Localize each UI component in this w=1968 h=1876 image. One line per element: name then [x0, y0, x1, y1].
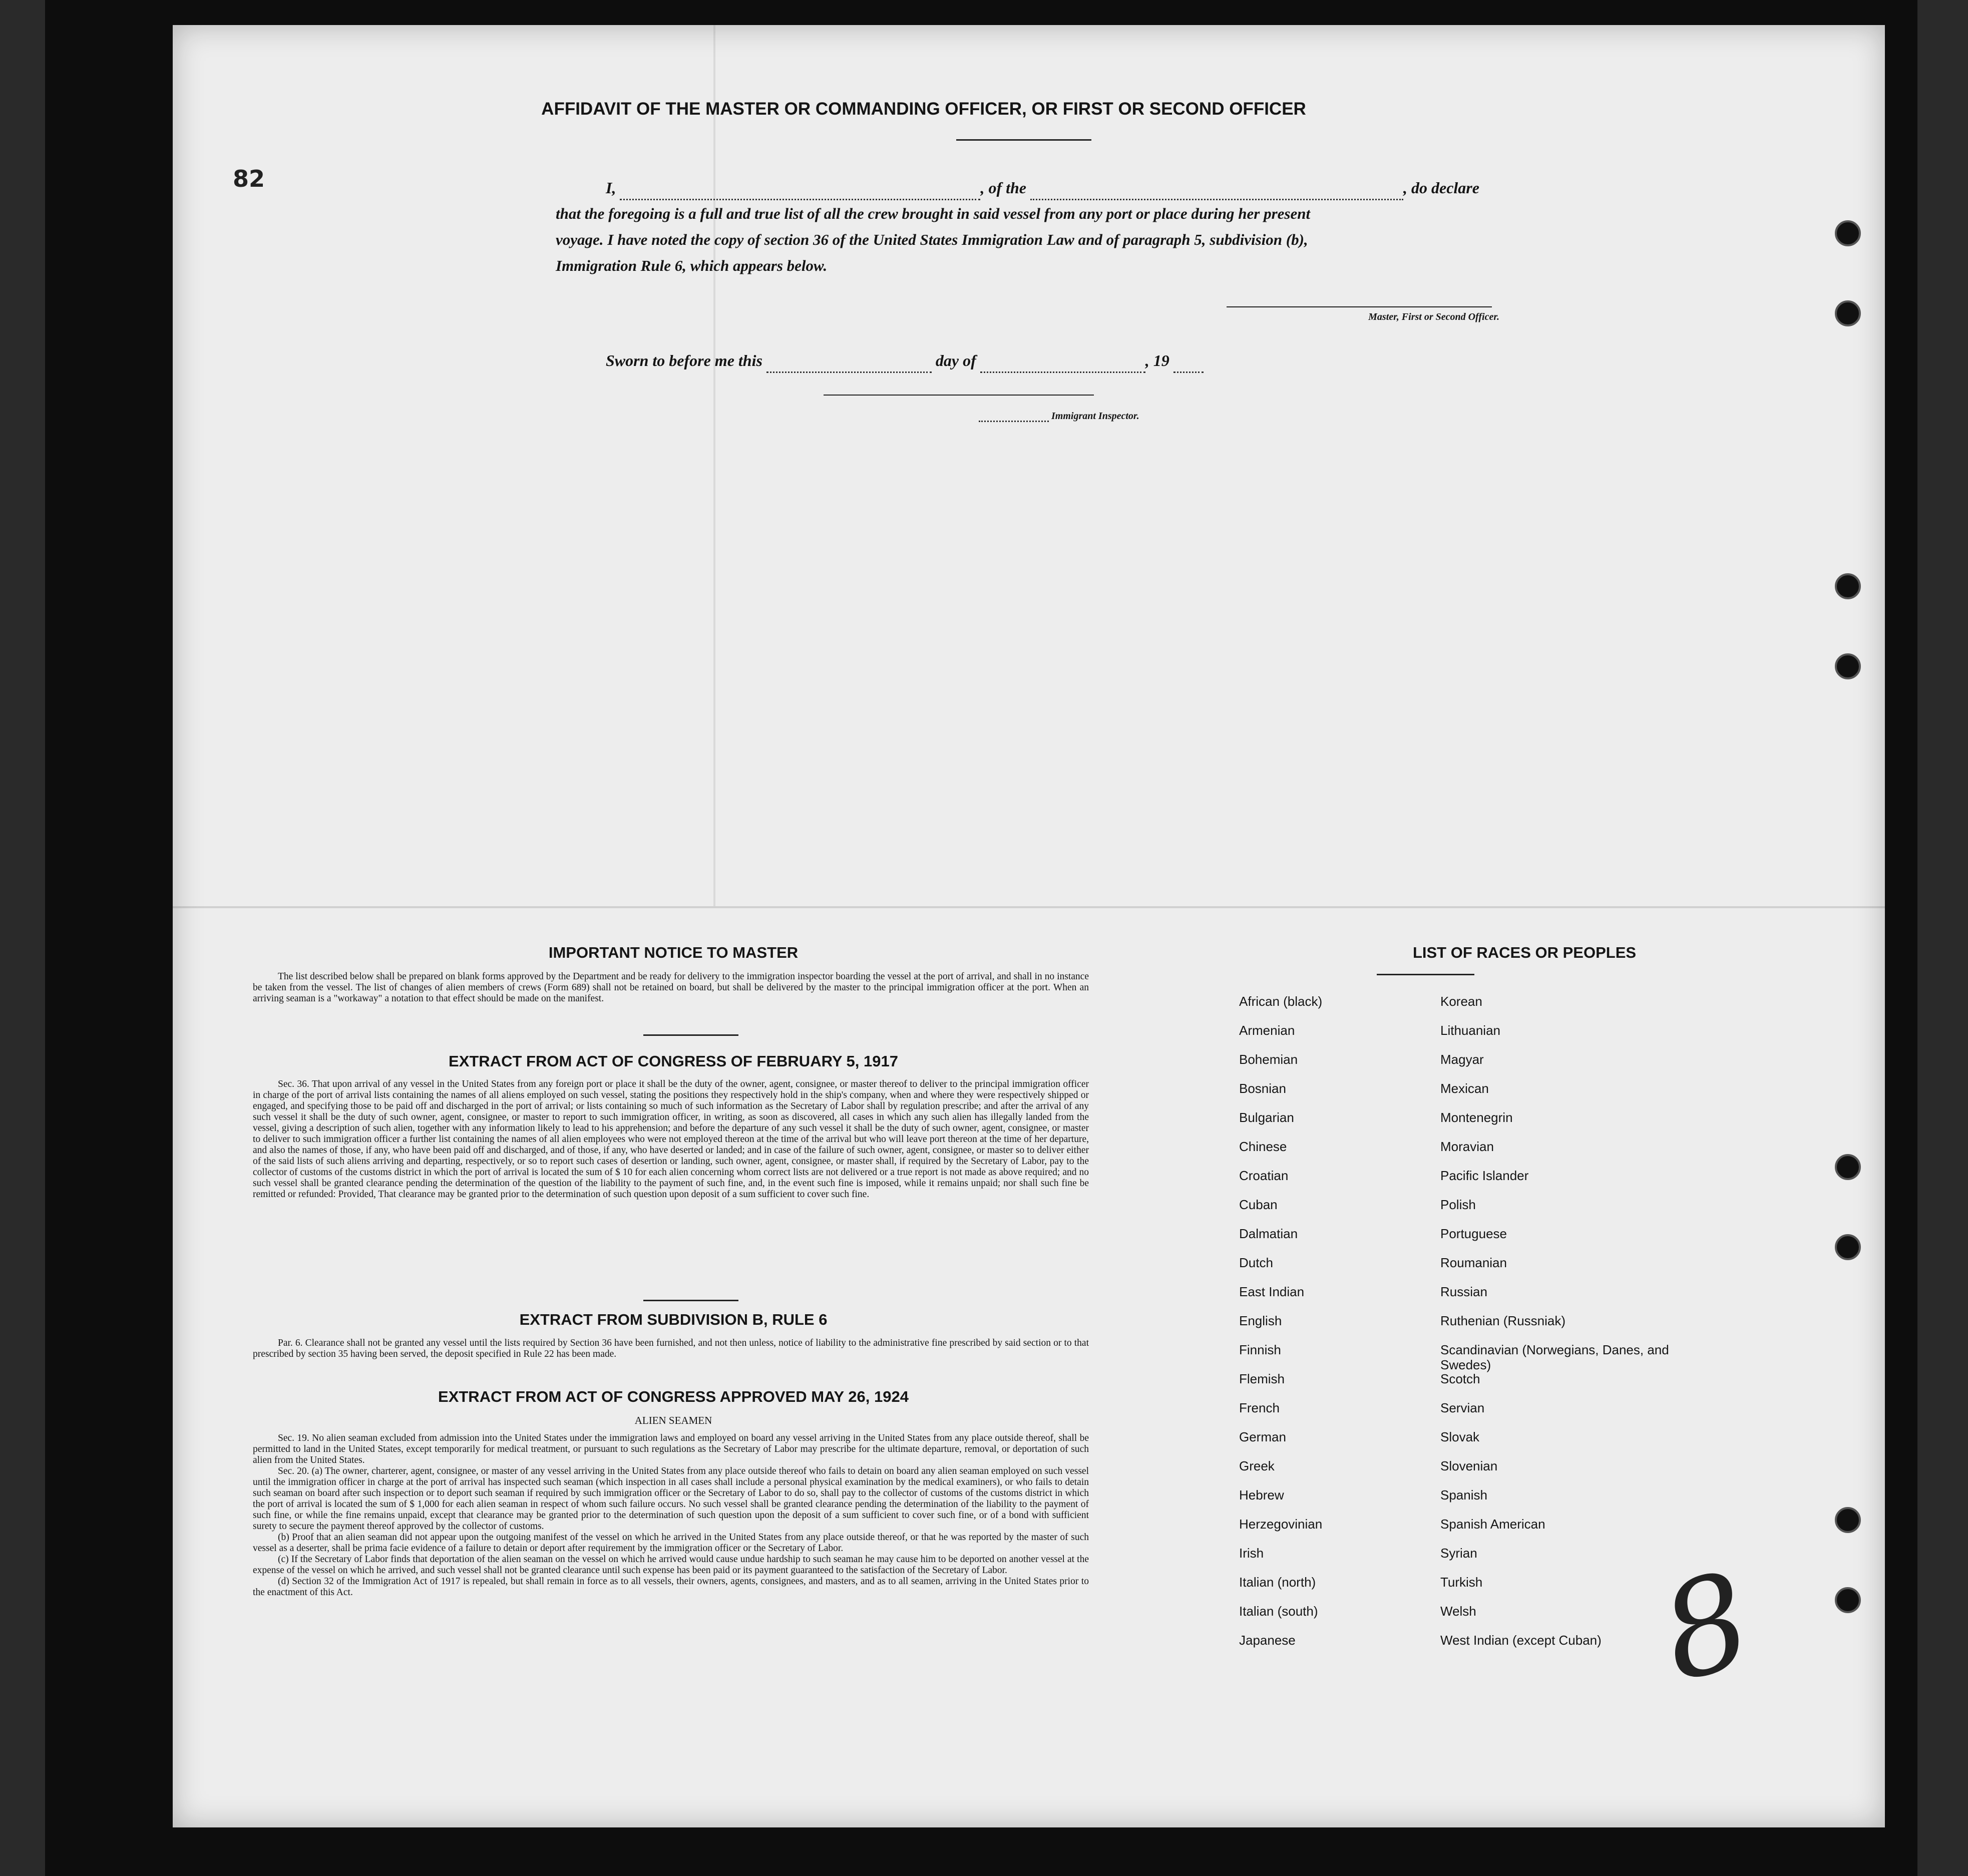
race-list-item: Slovak: [1440, 1429, 1480, 1444]
race-list-item: Syrian: [1440, 1546, 1477, 1561]
race-list-item: Greek: [1239, 1458, 1275, 1473]
sworn-year-label: , 19: [1145, 351, 1169, 369]
race-list-item: French: [1239, 1400, 1280, 1415]
fold-line-horizontal: [173, 906, 1885, 908]
race-list-item: Croatian: [1239, 1168, 1289, 1183]
race-list-item: Bohemian: [1239, 1052, 1298, 1067]
affidavit-title: AFFIDAVIT OF THE MASTER OR COMMANDING OFFICER, OR FIRST OR SECOND OFFICER: [541, 99, 1306, 119]
race-list-item: Roumanian: [1440, 1255, 1507, 1270]
sworn-prefix: Sworn to before me this: [606, 351, 762, 369]
race-list-item: East Indian: [1239, 1284, 1305, 1299]
punch-hole: [1835, 653, 1861, 679]
sworn-month-blank[interactable]: [980, 356, 1145, 373]
sworn-year-blank[interactable]: [1173, 356, 1204, 373]
extract-1924-sec20d: (d) Section 32 of the Immigration Act of 1917 is repealed, but shall remain in force as to all vessels, their owners, agents, consignees, and masters, and as to all seamen, arriving in the United States prior to the enactment of this Act.: [253, 1576, 1089, 1598]
race-list-item: Slovenian: [1440, 1458, 1498, 1473]
race-list-item: Polish: [1440, 1197, 1476, 1212]
races-list-left: [1239, 994, 1429, 1662]
races-list-right: [1440, 994, 1671, 1662]
inspector-blank[interactable]: [979, 412, 1049, 422]
section-rule: [643, 1034, 738, 1036]
race-list-item: Herzegovinian: [1239, 1517, 1323, 1532]
inspector-caption-line: [979, 411, 1279, 422]
race-list-item: Turkish: [1440, 1575, 1483, 1590]
races-title-rule: [1377, 974, 1474, 975]
race-list-item: Armenian: [1239, 1023, 1295, 1038]
signature-caption: Master, First or Second Officer.: [1368, 311, 1499, 322]
race-list-item: Cuban: [1239, 1197, 1278, 1212]
race-list-item: Finnish: [1239, 1342, 1281, 1357]
punch-hole: [1835, 1154, 1861, 1180]
race-list-item: Mexican: [1440, 1081, 1489, 1096]
name-blank[interactable]: [620, 184, 980, 200]
race-list-item: German: [1239, 1429, 1286, 1444]
fold-line-vertical: [713, 25, 715, 906]
handwritten-mark: 8: [1646, 1544, 1766, 1712]
extract-1924-title: EXTRACT FROM ACT OF CONGRESS APPROVED MAY 26, 1924: [438, 1388, 909, 1405]
race-list-item: Bulgarian: [1239, 1110, 1294, 1125]
race-list-item: Lithuanian: [1440, 1023, 1500, 1038]
race-list-item: Hebrew: [1239, 1487, 1284, 1503]
sworn-day-label: day of: [935, 351, 976, 369]
race-list-item: Dutch: [1239, 1255, 1273, 1270]
extract-1917-paragraph: Sec. 36. That upon arrival of any vessel in the United States from any foreign port or place it shall be the duty of the owner, agent, consignee, or master thereof to deliver to the principal immigration officer in charge of the port of arrival lists containing the names of all aliens employed on such vessel, stating the positions they respectively hold in the ship's company, when and where they were respectively shipped or engaged, and specifying those to be paid off and discharged in the port of arrival; or lists containing so much of such information as the Secretary of Labor shall by regulation prescribe; and after the arrival of any such vessel it shall be the duty of such owner, agent, consignee, or master to report to such immigration officer, in writing, as soon as discovered, all cases in which any such alien has illegally landed from the vessel, giving a description of such alien, together with any information likely to lead to his apprehension; and before the departure of any such vessel it shall be the duty of such owner, agent, consignee, or master to deliver to such immigration officer a further list containing the names of all alien employees who were not employed thereon at the time of the arrival but who will leave port thereon at the time of her departure, and also the names of those, if any, who have been paid off and discharged, and of those, if any, who have deserted or landed; and in case of the failure of such owner, agent, consignee, or master so to deliver either of the said lists of such aliens arriving and departing, respectively, or so to report such cases of desertion or landing, such owner, agent, consignee, or master shall, if required by the Secretary of Labor, pay to the collector of customs of the customs district in which the port of arrival is located the sum of $ 10 for each alien concerning whom correct lists are not delivered or a true report is not made as above required; and no such vessel shall be granted clearance pending the determination of the question of the liability to the payment of such fine, and, in the event such fine is imposed, while it remains unpaid; nor shall such fine be remitted or refunded: Provided, That clearance may be granted prior to the determination of such question upon deposit of a sum sufficient to cover such fine.: [253, 1079, 1089, 1200]
extract-1917-text: [253, 1079, 1089, 1200]
race-list-item: Spanish American: [1440, 1517, 1545, 1532]
affidavit-declare-label: , do declare: [1403, 179, 1479, 197]
left-scan-edge: [0, 0, 45, 1876]
punch-hole: [1835, 1587, 1861, 1613]
affidavit-i-label: I,: [606, 179, 616, 197]
race-list-item: Italian (south): [1239, 1604, 1318, 1619]
extract-rule6-title: EXTRACT FROM SUBDIVISION B, RULE 6: [519, 1311, 828, 1328]
title-rule: [956, 139, 1091, 141]
punch-hole: [1835, 1507, 1861, 1533]
punch-hole: [1835, 220, 1861, 246]
race-list-item: Servian: [1440, 1400, 1485, 1415]
affidavit-line-3: voyage. I have noted the copy of section 36 of the United States Immigration Law and of paragraph 5, subdivision (b),: [556, 231, 1308, 248]
form-sheet: [173, 25, 1885, 1827]
race-list-item: Pacific Islander: [1440, 1168, 1529, 1183]
sworn-date-blank[interactable]: [766, 356, 932, 373]
race-list-item: Spanish: [1440, 1487, 1487, 1503]
race-list-item: English: [1239, 1313, 1282, 1328]
extract-rule6-text: [253, 1338, 1089, 1360]
vessel-blank[interactable]: [1030, 184, 1403, 200]
notice-text: [253, 971, 1089, 1004]
affidavit-line-2: that the foregoing is a full and true list of all the crew brought in said vessel from any port or place during her present: [556, 205, 1311, 222]
extract-rule6-paragraph: Par. 6. Clearance shall not be granted any vessel until the lists required by Section 36 have been furnished, and not then unless, notice of liability to the administrative fine prescribed by said section or to that prescribed by section 35 having been served, the deposit specified in Rule 22 has been made.: [253, 1338, 1089, 1359]
signature-line: [1227, 306, 1492, 307]
race-list-item: Russian: [1440, 1284, 1487, 1299]
races-title: LIST OF RACES OR PEOPLES: [1412, 944, 1637, 961]
notice-title: IMPORTANT NOTICE TO MASTER: [548, 944, 799, 961]
race-list-item: Montenegrin: [1440, 1110, 1513, 1125]
inspector-signature-line: [824, 395, 1094, 396]
punch-hole: [1835, 1234, 1861, 1260]
punch-hole: [1835, 573, 1861, 599]
punch-hole: [1835, 300, 1861, 326]
notice-paragraph: The list described below shall be prepared on blank forms approved by the Department and be ready for delivery to the immigration inspector boarding the vessel at the port of arrival, and shall in no instance be taken from the vessel. The list of changes of alien members of crews (Form 689) shall not be retained on board, but shall be delivered by the master to the principal immigration officer at the port. When an arriving seaman is a "workaway" a notation to that effect should be made on the manifest.: [253, 971, 1089, 1004]
sworn-line: [606, 348, 1407, 373]
race-list-item: Japanese: [1239, 1633, 1296, 1648]
extract-1924-text: [253, 1433, 1089, 1598]
extract-1924-sec20b: (b) Proof that an alien seaman did not appear upon the outgoing manifest of the vessel on which he arrived in the United States from any place outside thereof, or that he was reported by the master of such vessel as a deserter, shall be prima facie evidence of a failure to detain or deport after requirement by the immigration officer or the Secretary of Labor.: [253, 1532, 1089, 1554]
race-list-item: West Indian (except Cuban): [1440, 1633, 1602, 1648]
extract-1924-sec20a: Sec. 20. (a) The owner, charterer, agent, consignee, or master of any vessel arriving in the United States from any place outside thereof who fails to detain on board any alien seaman employed on such vessel until the immigration officer in charge at the port of arrival has inspected such seaman (which inspection in all cases shall include a personal physical examination by the medical examiners), or who fails to detain such seaman on board after such inspection or to deport such seaman if required by such immigration officer or the Secretary of Labor to do so, shall pay to the collector of customs of the customs district in which the port of arrival is located the sum of $ 1,000 for each alien seaman in respect of whom such failure occurs. No such vessel shall be granted clearance pending the determination of the liability to the payment of such fine, or while the fine remains unpaid, except that clearance may be granted prior to the determination of such question upon the deposit of a sum sufficient to cover such fine, or of a bond with sufficient surety to secure the payment thereof approved by the collector of customs.: [253, 1466, 1089, 1532]
affidavit-of-the-label: , of the: [980, 179, 1026, 197]
race-list-item: Magyar: [1440, 1052, 1484, 1067]
section-rule: [643, 1300, 738, 1301]
race-list-item: Scotch: [1440, 1371, 1480, 1386]
race-list-item: Italian (north): [1239, 1575, 1316, 1590]
margin-stamp-mark: 82: [233, 165, 265, 192]
race-list-item: Korean: [1440, 994, 1482, 1009]
race-list-item: Portuguese: [1440, 1226, 1507, 1241]
race-list-item: Flemish: [1239, 1371, 1285, 1386]
race-list-item: Ruthenian (Russniak): [1440, 1313, 1566, 1328]
race-list-item: Dalmatian: [1239, 1226, 1298, 1241]
race-list-item: Chinese: [1239, 1139, 1287, 1154]
race-list-item: Welsh: [1440, 1604, 1476, 1619]
affidavit-line-4: Immigration Rule 6, which appears below.: [556, 257, 828, 274]
race-list-item: African (black): [1239, 994, 1323, 1009]
extract-1924-sec20c: (c) If the Secretary of Labor finds that deportation of the alien seaman on the vessel on which he arrived would cause undue hardship to such seaman he may cause him to be deported on another vessel at the expense of the vessel on which he arrived, and such vessel shall not be granted clearance until such expense has been paid or its payment guaranteed to the satisfaction of the Secretary of Labor.: [253, 1554, 1089, 1576]
inspector-caption: Immigrant Inspector.: [1051, 411, 1139, 422]
race-list-item: Moravian: [1440, 1139, 1494, 1154]
affidavit-line-1: [606, 175, 1677, 200]
race-list-item: Scandinavian (Norwegians, Danes, and Swedes): [1440, 1342, 1669, 1372]
race-list-item: Irish: [1239, 1546, 1264, 1561]
extract-1924-subtitle: ALIEN SEAMEN: [634, 1414, 712, 1426]
right-scan-edge: [1917, 0, 1968, 1876]
extract-1924-sec19: Sec. 19. No alien seaman excluded from admission into the United States under the immigration laws and employed on board any vessel arriving in the United States from any place outside thereof, shall be permitted to land in the United States, except temporarily for medical treatment, or pursuant to such regulations as the Secretary of Labor may prescribe for the ultimate departure, removal, or deportation of such alien from the United States.: [253, 1433, 1089, 1465]
extract-1917-title: EXTRACT FROM ACT OF CONGRESS OF FEBRUARY 5, 1917: [449, 1052, 898, 1070]
race-list-item: Bosnian: [1239, 1081, 1286, 1096]
